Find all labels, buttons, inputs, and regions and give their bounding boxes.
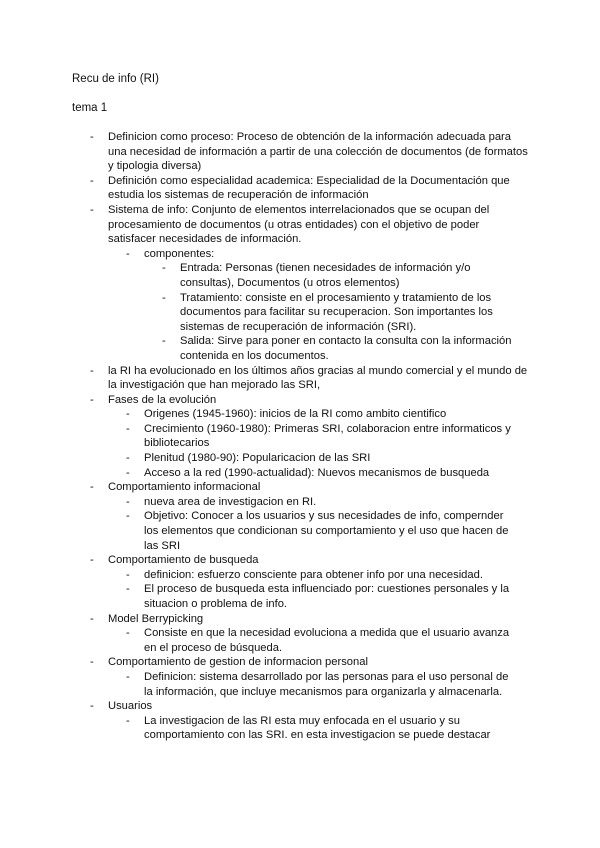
list-item-text: Definicion como proceso: Proceso de obtención de la información adecuada para una necesidad de información a partir de una colección de documentos (de formatos y tipologia diversa) xyxy=(108,131,528,173)
bullet-dash: - xyxy=(90,656,94,669)
list-item xyxy=(0,714,519,743)
bullet-dash: - xyxy=(126,247,130,260)
bullet-dash: - xyxy=(126,408,130,421)
document-title: Recu de info (RI) xyxy=(72,73,159,85)
bullet-dash: - xyxy=(126,568,130,581)
list-item-text: Tratamiento: consiste en el procesamiento y tratamiento de los documentos para facilitar su recuperacion. Son importantes los sistemas de recuperación de información (SRI). xyxy=(180,291,493,333)
bullet-dash: - xyxy=(162,335,166,348)
bullet-dash: - xyxy=(90,393,94,406)
list-item xyxy=(0,393,528,408)
list-item xyxy=(0,174,528,203)
list-item xyxy=(0,495,519,510)
list-item-text: Definición como especialidad academica: Especialidad de la Documentación que estudia los sistemas de recuperación de información xyxy=(108,174,510,202)
list-item xyxy=(0,422,519,451)
list-item-text: Comportamiento informacional xyxy=(108,481,261,494)
bullet-dash: - xyxy=(90,364,94,377)
outline-list xyxy=(0,130,600,743)
list-item-text: nueva area de investigacion en RI. xyxy=(144,495,317,508)
bullet-dash: - xyxy=(126,495,130,508)
list-item xyxy=(0,291,525,335)
list-item xyxy=(0,509,519,553)
bullet-dash: - xyxy=(126,510,130,523)
list-item-text: Sistema de info: Conjunto de elementos interrelacionados que se ocupan del procesamiento de documentos (u otras entidades) con el objetivo de poder satisfacer necesidades de información. xyxy=(108,203,490,246)
list-item xyxy=(0,203,528,247)
list-item xyxy=(0,568,519,583)
list-item-text: Salida: Sirve para poner en contacto la consulta con la información contenida en los documentos. xyxy=(180,335,512,362)
list-item-text: El proceso de busqueda esta influenciado por: cuestiones personales y la situacion o problema de info. xyxy=(144,583,510,610)
list-item-text: Objetivo: Conocer a los usuarios y sus necesidades de info, compernder los elementos que condicionan su comportamiento y el uso que hacen de las SRI xyxy=(144,510,509,552)
list-item-text: Usuarios xyxy=(108,700,153,713)
list-item xyxy=(0,247,519,262)
list-item-text: Crecimiento (1960-1980): Primeras SRI, colaboracion entre informaticos y bibliotecarios xyxy=(144,422,511,450)
list-item-text: Plenitud (1980-90): Popularicacion de las SRI xyxy=(144,452,371,465)
list-item-text: Fases de la evolución xyxy=(108,393,217,406)
bullet-dash: - xyxy=(126,466,130,479)
bullet-dash: - xyxy=(90,481,94,494)
bullet-dash: - xyxy=(126,714,130,727)
list-item xyxy=(0,466,519,481)
list-item-text: Acceso a la red (1990-actualidad): Nuevos mecanismos de busqueda xyxy=(144,466,490,479)
list-item xyxy=(0,261,525,290)
list-item xyxy=(0,670,519,699)
list-item xyxy=(0,334,525,363)
list-item-text: componentes: xyxy=(144,247,215,260)
list-item xyxy=(0,582,519,611)
list-item-text: Model Berrypicking xyxy=(108,612,204,625)
list-item xyxy=(0,553,528,568)
list-item-text: Entrada: Personas (tienen necesidades de información y/o consultas), Documentos (u otros elementos) xyxy=(180,262,471,289)
list-item xyxy=(0,699,528,714)
bullet-dash: - xyxy=(162,291,166,304)
list-item xyxy=(0,626,519,655)
list-item-text: Comportamiento de busqueda xyxy=(108,554,259,567)
list-item xyxy=(0,407,519,422)
list-item-text: Comportamiento de gestion de informacion personal xyxy=(108,656,368,669)
bullet-dash: - xyxy=(90,203,94,216)
bullet-dash: - xyxy=(126,627,130,640)
bullet-dash: - xyxy=(90,700,94,713)
list-item-text: definicion: esfuerzo consciente para obtener info por una necesidad. xyxy=(144,568,483,581)
bullet-dash: - xyxy=(126,422,130,435)
list-item xyxy=(0,480,528,495)
list-item-text: Origenes (1945-1960): inicios de la RI como ambito cientifico xyxy=(144,408,447,421)
list-item-text: La investigacion de las RI esta muy enfocada en el usuario y su comportamiento con las SRI. en esta investigacion se puede destacar xyxy=(144,714,491,742)
bullet-dash: - xyxy=(90,131,94,143)
bullet-dash: - xyxy=(162,262,166,275)
list-item-text: Definicion: sistema desarrollado por las personas para el uso personal de la información, que incluye mecanismos para organizarla y almacenarla. xyxy=(144,670,509,698)
list-item xyxy=(0,655,528,670)
list-item xyxy=(0,612,528,627)
bullet-dash: - xyxy=(126,452,130,465)
list-item xyxy=(0,451,519,466)
list-item xyxy=(0,364,528,393)
list-item xyxy=(0,130,528,174)
bullet-dash: - xyxy=(90,554,94,567)
bullet-dash: - xyxy=(90,612,94,625)
bullet-dash: - xyxy=(126,670,130,683)
list-item-text: Consiste en que la necesidad evoluciona a medida que el usuario avanza en el proceso de búsqueda. xyxy=(144,627,510,654)
bullet-dash: - xyxy=(126,583,130,596)
bullet-dash: - xyxy=(90,174,94,187)
section-heading: tema 1 xyxy=(72,102,108,114)
list-item-text: la RI ha evolucionado en los últimos años gracias al mundo comercial y el mundo de la investigación que han mejorado las SRI, xyxy=(108,364,528,392)
